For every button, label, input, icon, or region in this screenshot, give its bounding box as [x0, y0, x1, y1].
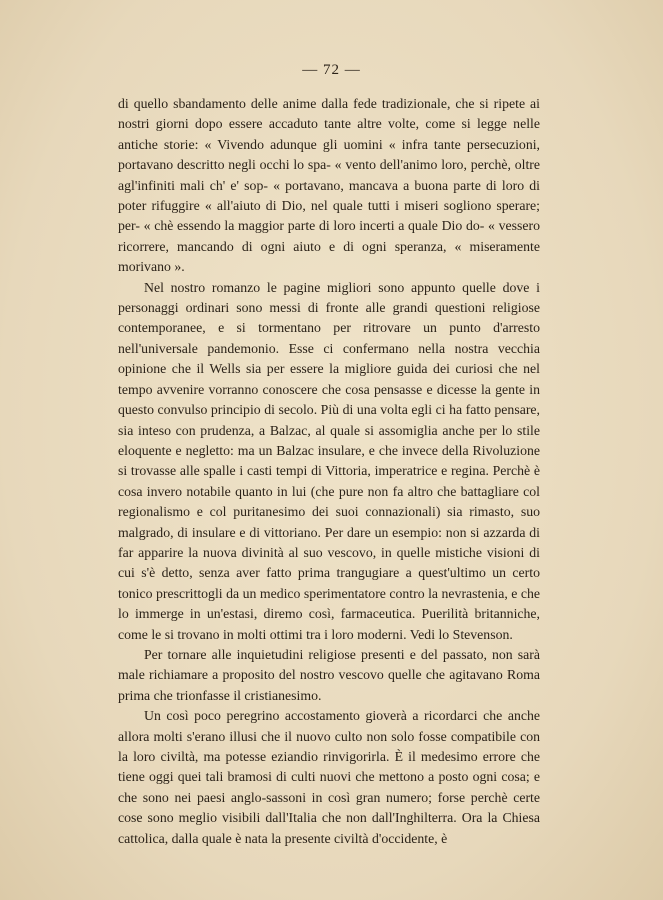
body-text — [118, 94, 540, 849]
paragraph-3: Per tornare alle inquietudini religiose presenti e del passato, non sarà male richiamare a proposito del nostro vescovo quelle che agitavano Roma prima che trionfasse il cristianesimo. — [118, 646, 540, 703]
paragraph-4: Un così poco peregrino accostamento gioverà a ricordarci che anche allora molti s'erano illusi che il nuovo culto non solo fosse compatibile con la loro civiltà, ma potesse eziandio rinvigorirla. È il medesimo errore che tiene oggi quei tali bramosi di culti nuovi che mettono a posto ogni cosa; e che sono nei paesi anglo-sassoni in così gran numero; forse perchè certe cose sono meglio visibili dall'Italia che non dall'Inghilterra. Ora la Chiesa cattolica, dalla quale è nata la presente civiltà d'occidente, è — [118, 708, 540, 846]
paragraph-2: Nel nostro romanzo le pagine migliori sono appunto quelle dove i personaggi ordinari sono messi di fronte alle grandi questioni religiose contemporanee, e si tormentano per ritrovare un punto d'arresto nell'universale pandemonio. Esse ci confermano nella nostra vecchia opinione che il Wells sia per essere la migliore guida dei curiosi che nel tempo avvenire vorranno conoscere che cosa pensasse e dicesse la gente in questo convulso principio di secolo. Più di una volta egli ci ha fatto pensare, sia inteso con prudenza, a Balzac, al quale si assomiglia anche per lo stile eloquente e negletto: ma un Balzac insulare, e che invece della Rivoluzione si trovasse alle spalle i casti tempi di Vittoria, imperatrice e regina. Perchè è cosa invero notabile quanto in lui (che pure non fa altro che battagliare col regionalismo e col puritanesimo dei suoi connazionali) sia rimasto, suo malgrado, di insulare e di vittoriano. Per dare un esempio: non si azzarda di far apparire la nuova divinità al suo vescovo, in quelle mistiche visioni di cui s'è detto, senza aver fatto prima trangugiare a quest'ultimo un certo tonico prescrittogli da un medico sperimentatore contro la nevrastenia, e che lo immerge in un'estasi, diremo così, farmaceutica. Puerilità britanniche, come le si trovano in molti ottimi tra i loro moderni. Vedi lo Stevenson. — [118, 279, 540, 642]
paragraph-1: di quello sbandamento delle anime dalla fede tradizionale, che si ripete ai nostri giorni dopo essere accaduto tante altre volte, come si legge nelle antiche storie: « Vivendo adunque gli uomini « infra tante persecuzioni, portavano descritto negli occhi lo spa- « vento dell'animo loro, perchè, oltre agl'infiniti mali ch' e' sop- « portavano, mancava a buona parte di loro di poter rifuggire « all'aiuto di Dio, nel quale tutti i miseri sogliono sperare; per- « chè essendo la maggior parte di loro incerti a quale Dio do- « vessero ricorrere, mancando di ogni aiuto e di ogni speranza, « miseramente morivano ». — [118, 96, 540, 275]
page-number: — 72 — — [302, 62, 361, 78]
